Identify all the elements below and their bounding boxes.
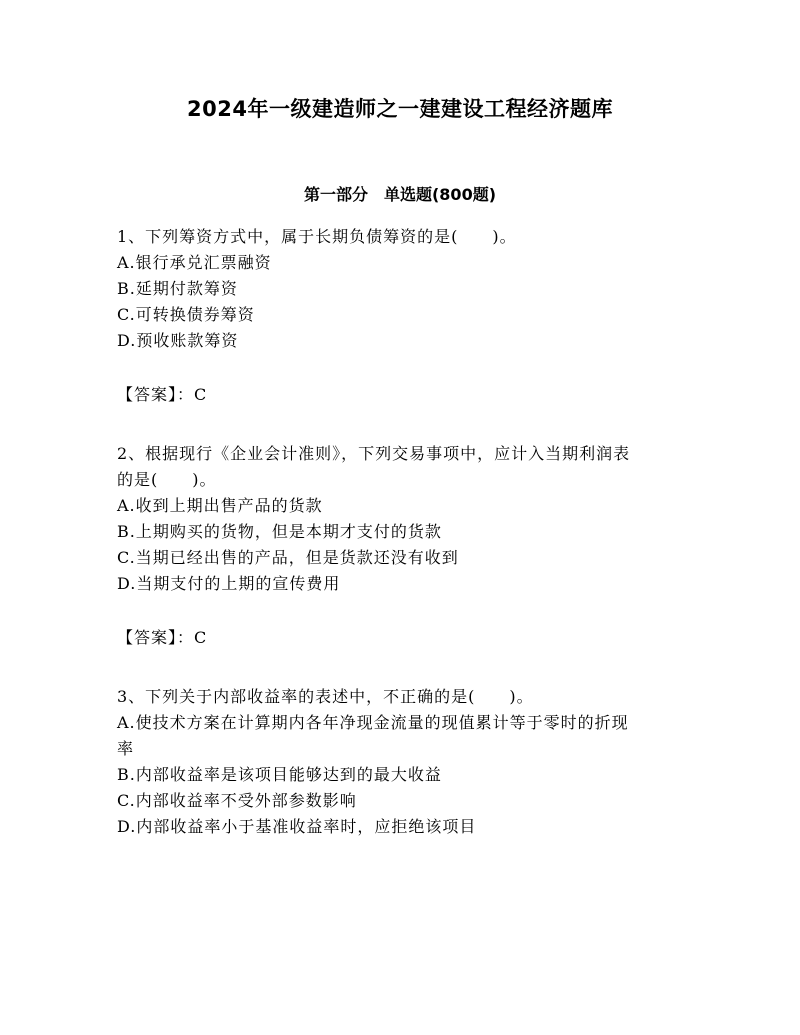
question-stem: 1、下列筹资方式中，属于长期负债筹资的是( )。 (117, 227, 517, 246)
option-d: D.当期支付的上期的宣传费用 (117, 574, 341, 593)
option-c: C.可转换债券筹资 (117, 305, 255, 324)
option-b: B.延期付款筹资 (117, 279, 238, 298)
question-list (117, 224, 677, 840)
question-2 (117, 441, 677, 651)
option-b: B.内部收益率是该项目能够达到的最大收益 (117, 765, 442, 784)
option-a-continued: 率 (117, 739, 135, 758)
option-c: C.当期已经出售的产品，但是货款还没有收到 (117, 548, 459, 567)
option-a: A.使技术方案在计算期内各年净现金流量的现值累计等于零时的折现 (117, 713, 629, 732)
option-d: D.内部收益率小于基准收益率时，应拒绝该项目 (117, 817, 477, 836)
option-a: A.收到上期出售产品的货款 (117, 496, 323, 515)
question-3 (117, 684, 677, 840)
answer-label: 【答案】：C (117, 385, 208, 404)
question-1 (117, 224, 677, 408)
question-stem: 3、下列关于内部收益率的表述中，不正确的是( )。 (117, 687, 534, 706)
document-title: 2024年一级建造师之一建建设工程经济题库 (187, 97, 613, 121)
section-title: 第一部分 单选题(800题) (303, 185, 497, 204)
answer-label: 【答案】：C (117, 628, 208, 647)
option-b: B.上期购买的货物，但是本期才支付的货款 (117, 522, 442, 541)
option-a: A.银行承兑汇票融资 (117, 253, 272, 272)
option-c: C.内部收益率不受外部参数影响 (117, 791, 357, 810)
question-stem-continued: 的是( )。 (117, 470, 217, 489)
option-d: D.预收账款筹资 (117, 331, 239, 350)
question-stem: 2、根据现行《企业会计准则》，下列交易事项中，应计入当期利润表 (117, 444, 631, 463)
